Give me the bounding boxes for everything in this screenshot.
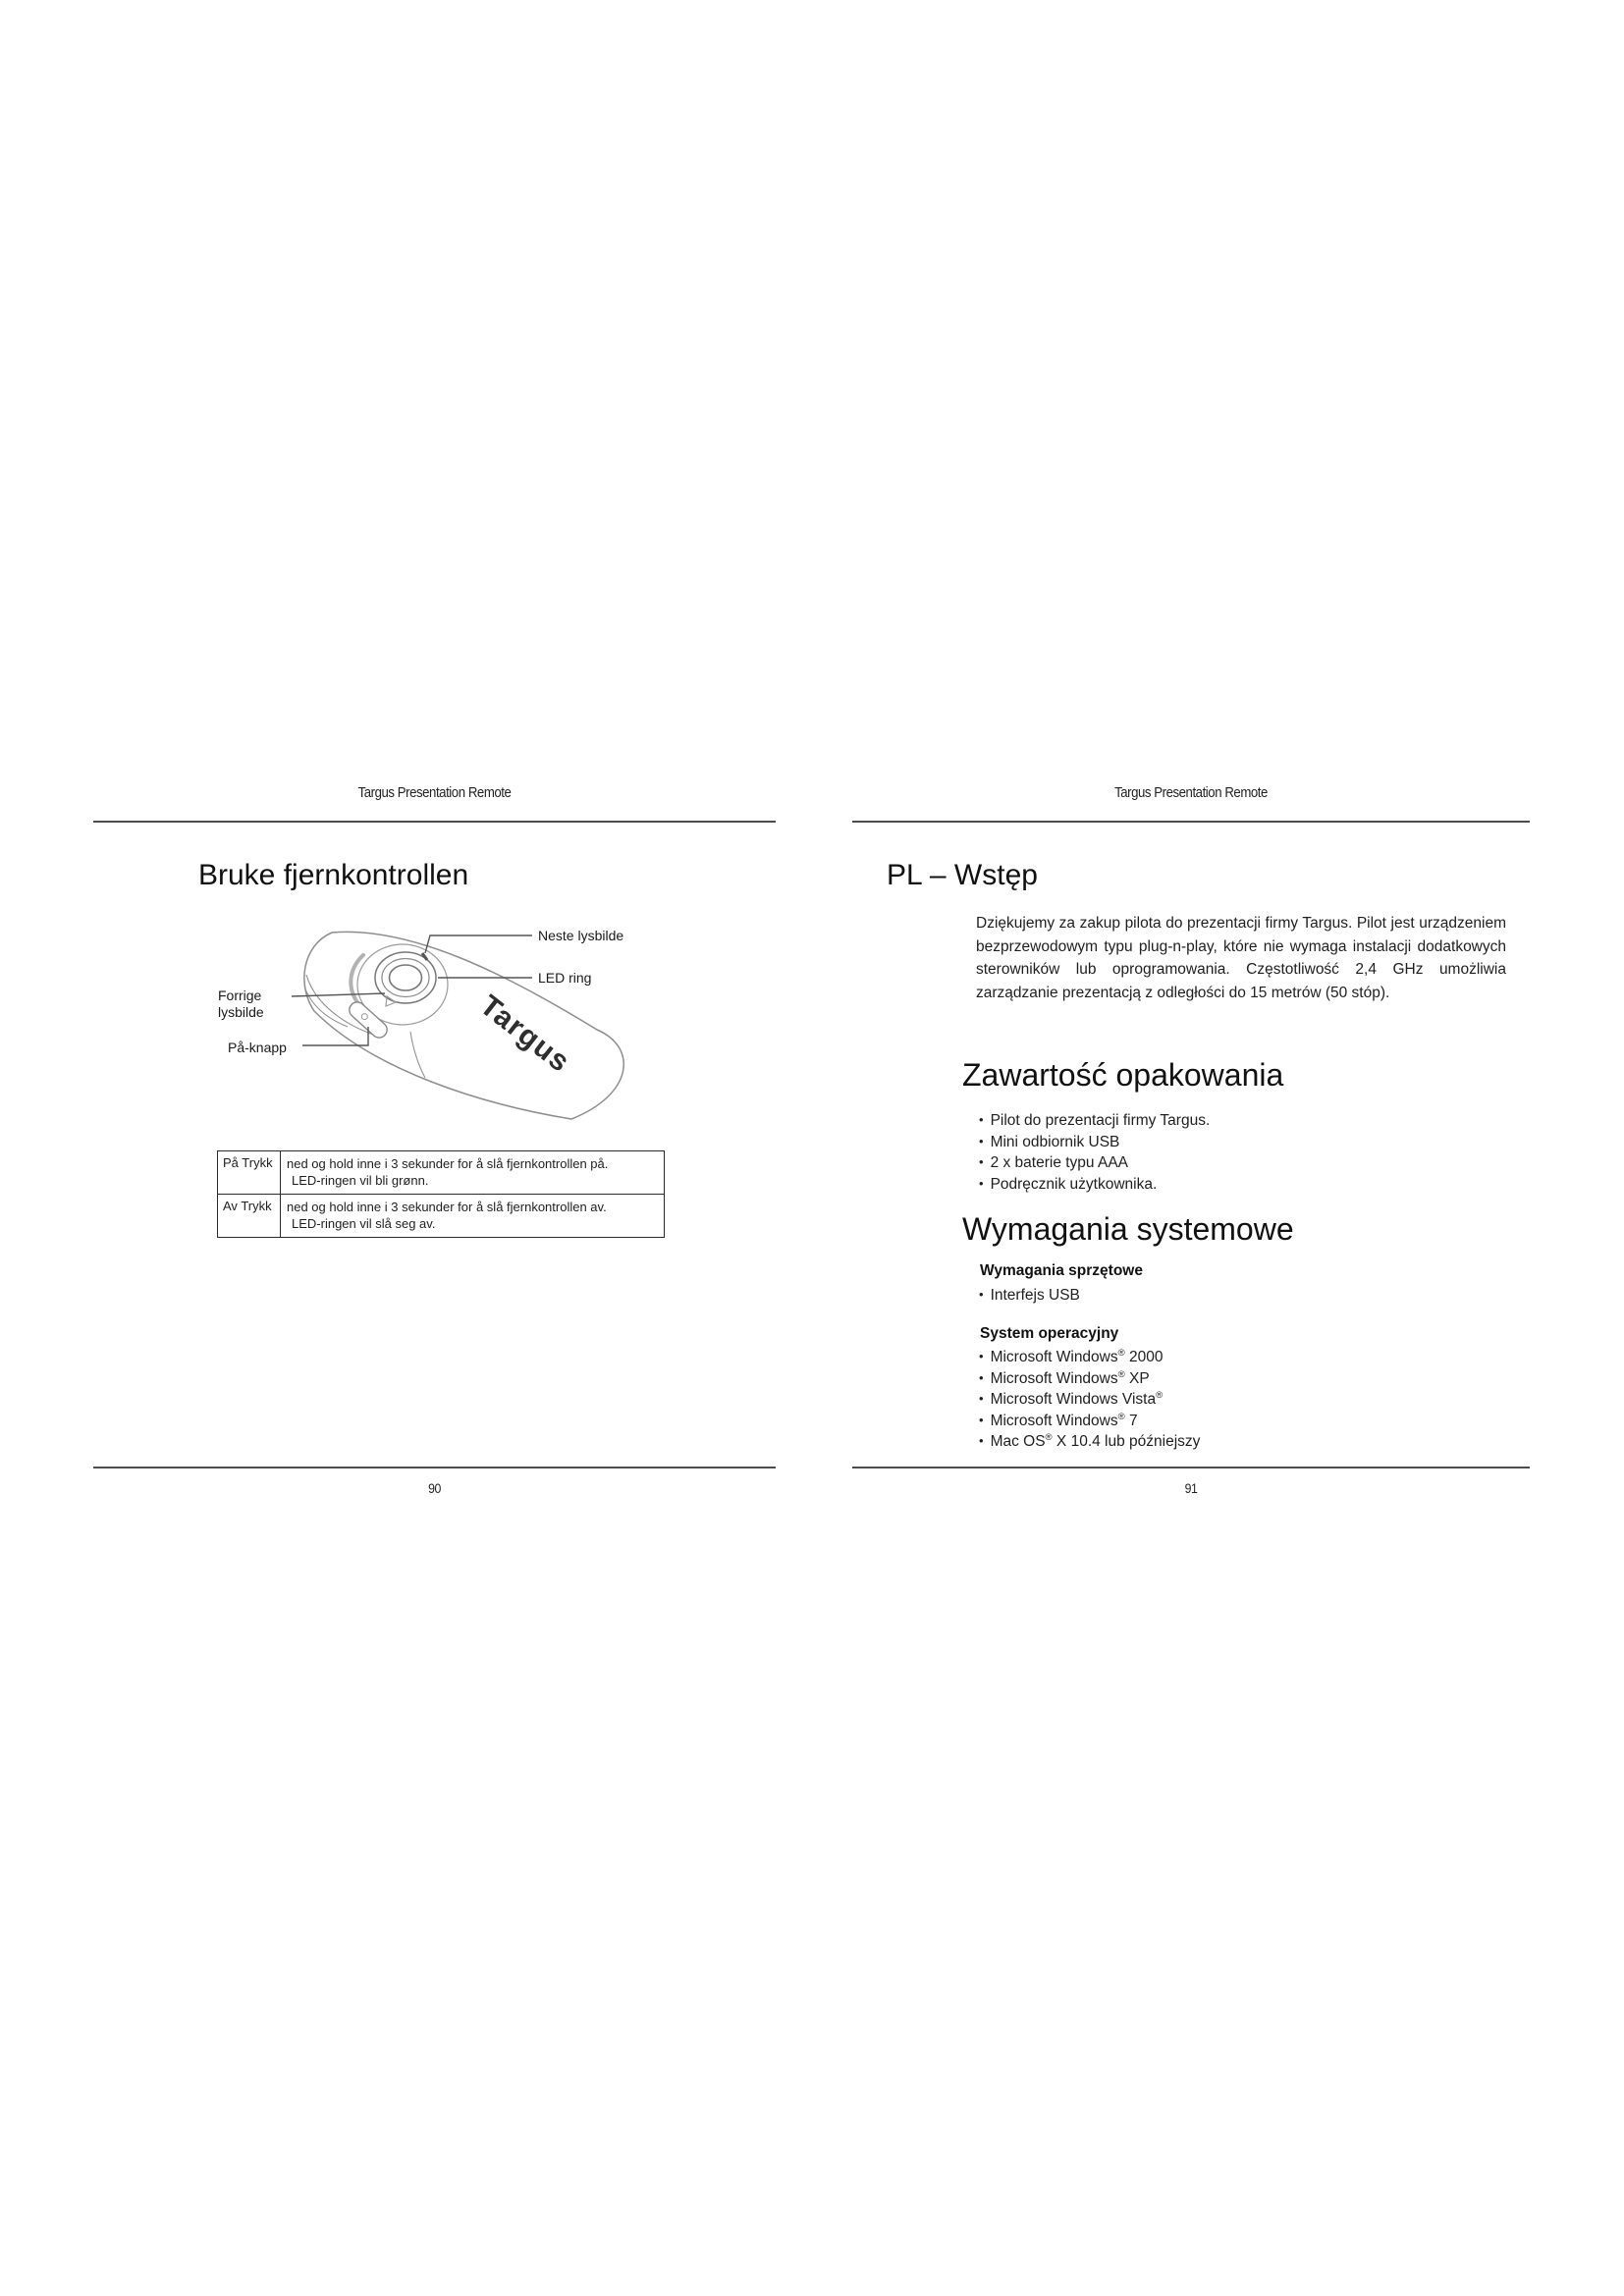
description-line: ned og hold inne i 3 sekunder for å slå fjernkontrollen av. [287, 1200, 607, 1214]
label-prev-slide-line2: lysbilde [218, 1004, 264, 1020]
right-page [852, 780, 1530, 1512]
section-heading-package: Zawartość opakowania [962, 1057, 1284, 1093]
list-item: • Microsoft Windows® 2000 [979, 1347, 1200, 1368]
operating-system-list [979, 1347, 1200, 1453]
list-item: • Mac OS® X 10.4 lub późniejszy [979, 1431, 1200, 1453]
table-cell-key: Av Trykk [218, 1195, 281, 1237]
label-led-ring: LED ring [538, 970, 592, 986]
list-item: • Mini odbiornik USB [979, 1132, 1210, 1153]
description-line: LED-ringen vil bli grønn. [292, 1173, 429, 1188]
table-cell-description [281, 1151, 664, 1194]
label-next-slide: Neste lysbilde [538, 928, 624, 943]
footer-rule [852, 1467, 1530, 1468]
hardware-requirements-subhead: Wymagania sprzętowe [980, 1262, 1143, 1279]
list-item: • 2 x baterie typu AAA [979, 1152, 1210, 1174]
operating-system-subhead: System operacyjny [980, 1325, 1119, 1342]
table-row [218, 1194, 664, 1237]
header-rule [93, 821, 776, 823]
list-item: • Microsoft Windows® 7 [979, 1411, 1200, 1432]
device-diagram [216, 908, 677, 1148]
header-rule [852, 821, 1530, 823]
power-instructions-table [217, 1150, 665, 1238]
page-title: PL – Wstęp [887, 859, 1038, 891]
page-number: 90 [428, 1480, 441, 1496]
table-cell-key: På Trykk [218, 1151, 281, 1194]
running-header: Targus Presentation Remote [1114, 784, 1268, 801]
description-line: LED-ringen vil slå seg av. [292, 1216, 436, 1231]
section-heading-requirements: Wymagania systemowe [962, 1211, 1294, 1247]
page-title: Bruke fjernkontrollen [198, 859, 469, 891]
list-item: • Microsoft Windows® XP [979, 1368, 1200, 1390]
intro-paragraph: Dziękujemy za zakup pilota do prezentacji firmy Targus. Pilot jest urządzeniem bezprzewodowym typu plug-n-play, które nie wymaga instalacji dodatkowych sterowników lub oprogramowania. Częstotliwość 2,4 GHz umożliwia zarządzanie prezentacją z odległości do 15 metrów (50 stóp). [976, 915, 1506, 1001]
table-cell-description [281, 1195, 664, 1237]
list-item: • Pilot do prezentacji firmy Targus. [979, 1110, 1210, 1132]
running-header: Targus Presentation Remote [357, 784, 512, 801]
description-line: ned og hold inne i 3 sekunder for å slå fjernkontrollen på. [287, 1156, 609, 1171]
list-item: • Microsoft Windows Vista® [979, 1389, 1200, 1411]
left-page [93, 780, 776, 1512]
label-power-button: På-knapp [228, 1040, 287, 1055]
footer-rule [93, 1467, 776, 1468]
hardware-requirements-list [979, 1285, 1080, 1307]
list-item: • Interfejs USB [979, 1285, 1080, 1307]
package-contents-list [979, 1110, 1210, 1195]
table-row [218, 1151, 664, 1194]
targus-logo: Targus [473, 988, 577, 1080]
page-number: 91 [1184, 1480, 1198, 1496]
list-item: • Podręcznik użytkownika. [979, 1174, 1210, 1196]
label-prev-slide-line1: Forrige [218, 988, 262, 1003]
